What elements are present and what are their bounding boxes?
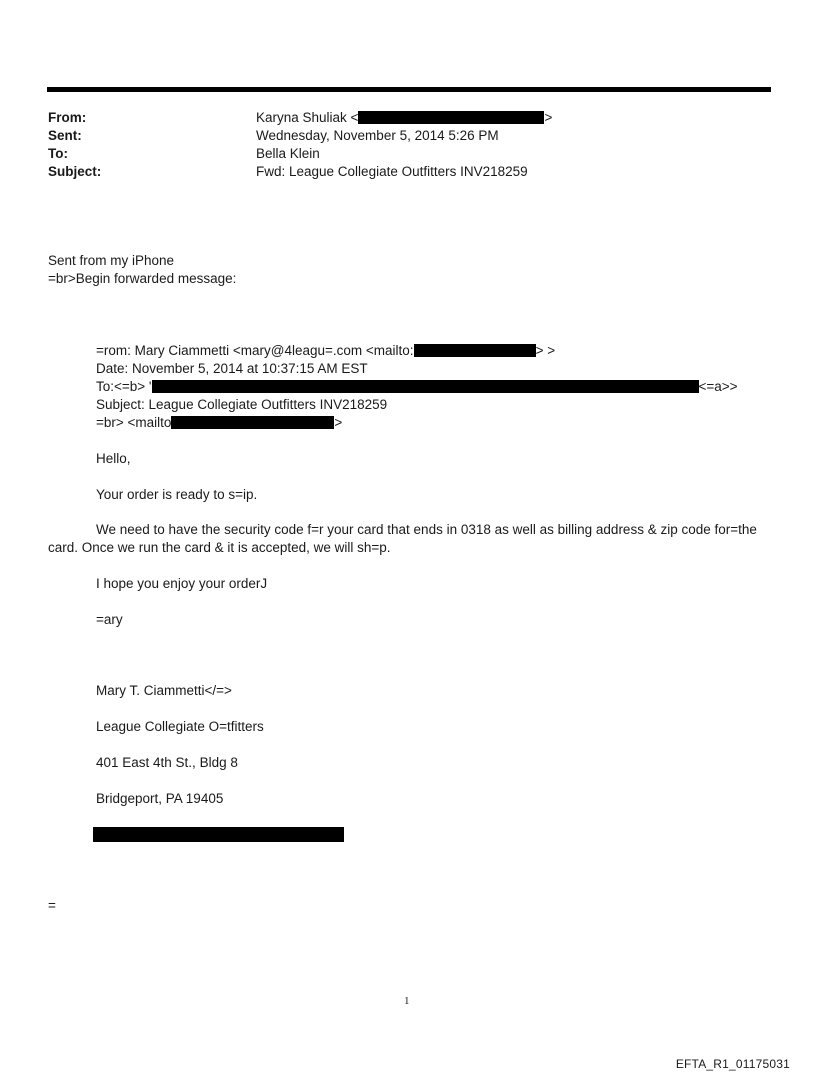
redaction-block [171, 416, 334, 429]
redaction-block [93, 827, 344, 842]
bates-number: EFTA_R1_01175031 [675, 1057, 790, 1071]
redaction-block [414, 344, 536, 357]
short-sign: =ary [96, 612, 123, 627]
page-number: 1 [404, 995, 410, 1007]
header-rule [47, 87, 771, 92]
fwd-to-line [96, 378, 738, 396]
subject-label: Subject: [48, 164, 102, 179]
trailing-equals: = [48, 898, 56, 913]
fwd-br-prefix: =br> <mailto [96, 415, 172, 430]
to-value: Bella Klein [256, 146, 320, 161]
subject-row [48, 163, 552, 181]
fwd-subject-line: Subject: League Collegiate Outfitters INV218259 [96, 397, 388, 412]
greeting: Hello, [96, 451, 131, 466]
security-code-text-cont: card. Once we run the card & it is accepted, we will sh=p. [48, 540, 391, 555]
sent-row [48, 127, 552, 145]
security-code-text: We need to have the security code f=r your card that ends in 0318 as well as billing address & zip code for=the [96, 522, 757, 537]
subject-value: Fwd: League Collegiate Outfitters INV218259 [256, 164, 528, 179]
signature-street: 401 East 4th St., Bldg 8 [96, 755, 238, 770]
fwd-from-suffix: > > [535, 343, 556, 358]
fwd-from-prefix: =rom: Mary Ciammetti <mary@4leagu=.com <mailto: [96, 343, 414, 358]
email-header [48, 109, 552, 181]
fwd-br-line [96, 414, 342, 432]
to-label: To: [48, 146, 68, 161]
fwd-br-suffix: > [334, 415, 343, 430]
sent-value: Wednesday, November 5, 2014 5:26 PM [256, 128, 499, 143]
signature-company: League Collegiate O=tfitters [96, 719, 264, 734]
order-ready-text: Your order is ready to s=ip. [96, 487, 258, 502]
fwd-from-line [96, 342, 555, 360]
sent-label: Sent: [48, 128, 82, 143]
redaction-block [358, 111, 544, 124]
from-value [256, 109, 552, 127]
signature-city: Bridgeport, PA 19405 [96, 791, 224, 806]
fwd-to-prefix: To:<=b> ' [96, 379, 152, 394]
redaction-block [152, 380, 699, 393]
enjoy-order-text: I hope you enjoy your orderJ [96, 576, 268, 591]
from-close: > [544, 110, 553, 125]
begin-forwarded: =br>Begin forwarded message: [48, 271, 237, 286]
to-row [48, 145, 552, 163]
from-row [48, 109, 552, 127]
from-label: From: [48, 110, 87, 125]
sent-from-iphone: Sent from my iPhone [48, 253, 175, 268]
signature-name: Mary T. Ciammetti</=> [96, 683, 232, 698]
fwd-to-suffix: <=a>> [698, 379, 738, 394]
fwd-date-line: Date: November 5, 2014 at 10:37:15 AM EST [96, 361, 368, 376]
from-name: Karyna Shuliak < [256, 110, 359, 125]
